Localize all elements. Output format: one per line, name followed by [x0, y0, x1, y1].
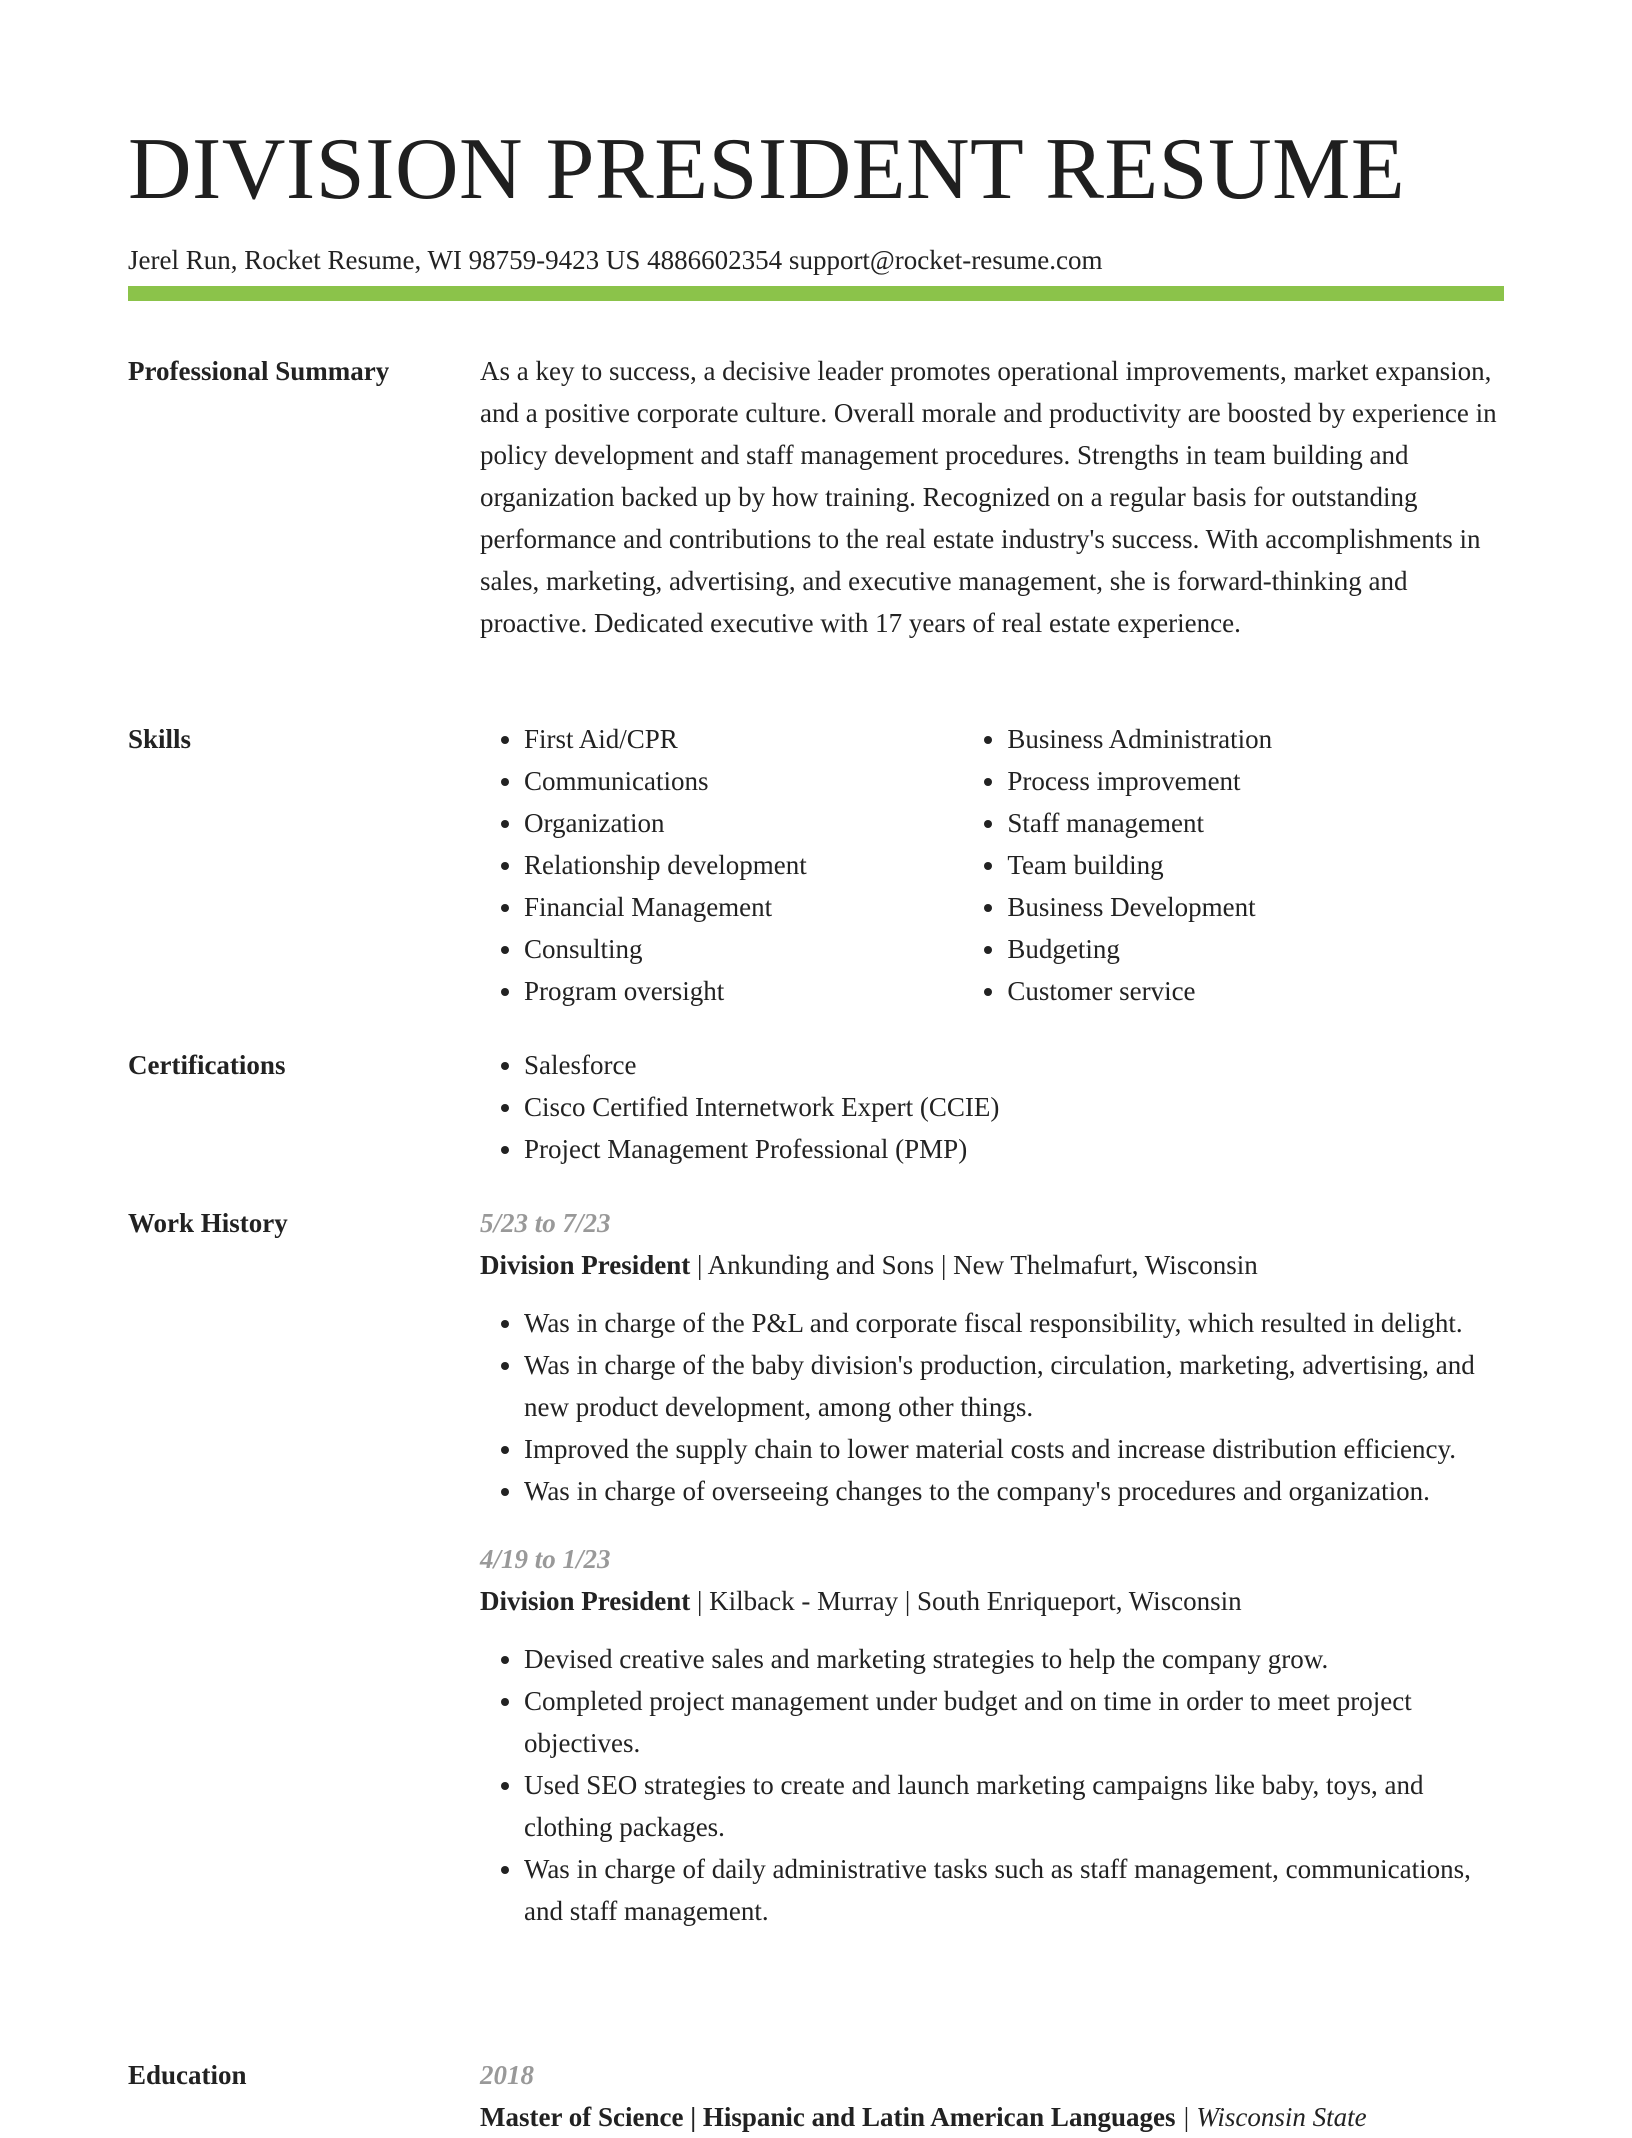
- skill-item: • Communications: [524, 760, 963, 802]
- skill-item: • Relationship development: [524, 844, 963, 886]
- certifications-body: [480, 1044, 1504, 1170]
- certification-item: • Salesforce: [524, 1044, 1504, 1086]
- education-date: 2018: [480, 2060, 534, 2090]
- job-bullet: • Improved the supply chain to lower material costs and increase distribution efficiency.: [524, 1428, 1504, 1470]
- skill-item: • Consulting: [524, 928, 963, 970]
- job-title: Division President: [480, 1250, 691, 1280]
- education-field: | Hispanic and Latin American Languages: [683, 2102, 1176, 2132]
- job-entry: [480, 1538, 1504, 1932]
- job-bullet: • Devised creative sales and marketing strategies to help the company grow.: [524, 1638, 1504, 1680]
- job-bullet: • Was in charge of daily administrative tasks such as staff management, communications, and staff management.: [524, 1848, 1504, 1932]
- skill-item: • Financial Management: [524, 886, 963, 928]
- education-label: Education: [128, 2060, 247, 2090]
- skills-list-left: [480, 718, 963, 1012]
- job-bullet: • Was in charge of the P&L and corporate fiscal responsibility, which resulted in delight.: [524, 1302, 1504, 1344]
- certifications-label: Certifications: [128, 1050, 286, 1080]
- certification-item: • Project Management Professional (PMP): [524, 1128, 1504, 1170]
- education-school: | Wisconsin State: [1175, 2102, 1367, 2132]
- skill-item: • Budgeting: [1007, 928, 1504, 970]
- skill-item: • Customer service: [1007, 970, 1504, 1012]
- job-bullets: [480, 1638, 1504, 1932]
- resume-header: [128, 118, 1504, 278]
- job-date: 5/23 to 7/23: [480, 1208, 611, 1238]
- skill-item: • Program oversight: [524, 970, 963, 1012]
- job-date: 4/19 to 1/23: [480, 1544, 611, 1574]
- work-history-body: [480, 1202, 1504, 1932]
- certification-item: • Cisco Certified Internetwork Expert (CCIE): [524, 1086, 1504, 1128]
- job-bullet: • Completed project management under budget and on time in order to meet project objectives.: [524, 1680, 1504, 1764]
- job-heading: [480, 1580, 1504, 1622]
- job-bullet: • Used SEO strategies to create and launch marketing campaigns like baby, toys, and clothing packages.: [524, 1764, 1504, 1848]
- job-bullets: [480, 1302, 1504, 1512]
- skill-item: • Business Administration: [1007, 718, 1504, 760]
- job-entry: [480, 1202, 1504, 1512]
- skills-label: Skills: [128, 724, 192, 754]
- page-title: DIVISION PRESIDENT RESUME: [128, 121, 1406, 218]
- skills-columns: [480, 718, 1504, 1012]
- education-body: [480, 2054, 1504, 2138]
- skill-item: • Business Development: [1007, 886, 1504, 928]
- skill-item: • First Aid/CPR: [524, 718, 963, 760]
- certifications-list: [480, 1044, 1504, 1170]
- education-heading: [480, 2096, 1504, 2138]
- job-title: Division President: [480, 1586, 691, 1616]
- job-details: | Kilback - Murray | South Enriqueport, Wisconsin: [690, 1586, 1242, 1616]
- accent-divider: [128, 286, 1504, 301]
- education-degree: Master of Science: [480, 2102, 684, 2132]
- skill-item: • Organization: [524, 802, 963, 844]
- skill-item: • Staff management: [1007, 802, 1504, 844]
- skill-item: • Team building: [1007, 844, 1504, 886]
- job-bullet: • Was in charge of overseeing changes to the company's procedures and organization.: [524, 1470, 1504, 1512]
- summary-text: As a key to success, a decisive leader promotes operational improvements, market expansion, and a positive corporate culture. Overall morale and productivity are boosted by experience in policy development and staff management procedures. Strengths in team building and organization backed up by how training. Recognized on a regular basis for outstanding performance and contributions to the real estate industry's success. With accomplishments in sales, marketing, advertising, and executive management, she is forward-thinking and proactive. Dedicated executive with 17 years of real estate experience.: [480, 356, 1497, 638]
- skills-list-right: [963, 718, 1504, 1012]
- job-heading: [480, 1244, 1504, 1286]
- summary-label: Professional Summary: [128, 356, 390, 386]
- contact-line: Jerel Run, Rocket Resume, WI 98759-9423 US 4886602354 support@rocket-resume.com: [128, 245, 1103, 275]
- job-details: | Ankunding and Sons | New Thelmafurt, Wisconsin: [690, 1250, 1258, 1280]
- work-history-label: Work History: [128, 1208, 288, 1238]
- skill-item: • Process improvement: [1007, 760, 1504, 802]
- job-bullet: • Was in charge of the baby division's production, circulation, marketing, advertising, and new product development, among other things.: [524, 1344, 1504, 1428]
